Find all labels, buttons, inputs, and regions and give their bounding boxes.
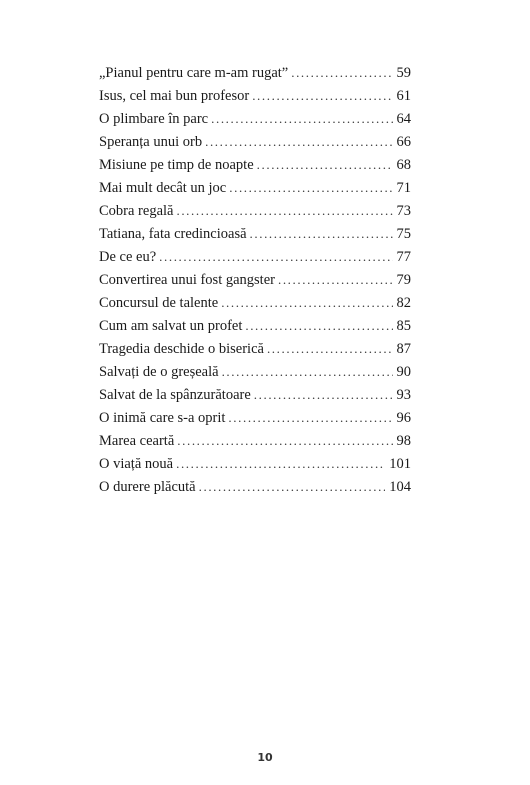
toc-entry <box>99 475 411 498</box>
toc-entry <box>99 452 411 475</box>
toc-dot-leader <box>177 429 392 452</box>
toc-entry-page: 96 <box>396 410 411 426</box>
toc-entry <box>99 314 411 337</box>
toc-entry-title: O viață nouă <box>99 456 174 472</box>
toc-entry <box>99 268 411 291</box>
toc-entry-title: O durere plăcută <box>99 479 196 495</box>
toc-entry-page: 68 <box>396 157 411 173</box>
toc-entry-page: 93 <box>396 387 411 403</box>
toc-dot-leader <box>245 314 392 337</box>
toc-entry-title: Concursul de talente <box>99 295 219 311</box>
toc-dot-leader <box>291 61 392 84</box>
toc-entry-page: 71 <box>396 180 411 196</box>
toc-dot-leader <box>205 130 392 153</box>
toc-entry-title: „Pianul pentru care m-am rugat” <box>99 65 289 81</box>
toc-entry-page: 82 <box>396 295 411 311</box>
page-number: 10 <box>257 751 273 764</box>
toc-entry-title: Salvat de la spânzurătoare <box>99 387 251 403</box>
toc-entry-title: Salvați de o greșeală <box>99 364 219 380</box>
toc-dot-leader <box>250 222 393 245</box>
toc-dot-leader <box>222 360 393 383</box>
toc-entry <box>99 199 411 222</box>
toc-dot-leader <box>254 383 393 406</box>
toc-entry <box>99 383 411 406</box>
toc-entry-title: Cum am salvat un profet <box>99 318 243 334</box>
toc-dot-leader <box>199 475 386 498</box>
toc-entry <box>99 222 411 245</box>
toc-entry <box>99 360 411 383</box>
table-of-contents <box>99 61 411 498</box>
toc-entry-title: Misiune pe timp de noapte <box>99 157 254 173</box>
toc-entry <box>99 245 411 268</box>
toc-entry-title: Marea ceartă <box>99 433 175 449</box>
toc-entry-page: 77 <box>396 249 411 265</box>
toc-dot-leader <box>228 406 392 429</box>
toc-entry-page: 79 <box>396 272 411 288</box>
toc-dot-leader <box>267 337 393 360</box>
toc-dot-leader <box>252 84 392 107</box>
toc-entry-title: Convertirea unui fost gangster <box>99 272 275 288</box>
toc-entry-page: 104 <box>389 479 411 495</box>
toc-entry-title: Cobra regală <box>99 203 174 219</box>
toc-entry <box>99 176 411 199</box>
toc-entry-title: O plimbare în parc <box>99 111 209 127</box>
toc-entry-page: 59 <box>396 65 411 81</box>
toc-entry <box>99 107 411 130</box>
toc-dot-leader <box>176 199 392 222</box>
toc-entry-title: Mai mult decât un joc <box>99 180 227 196</box>
toc-entry-page: 98 <box>396 433 411 449</box>
toc-dot-leader <box>221 291 392 314</box>
toc-entry <box>99 61 411 84</box>
toc-entry <box>99 130 411 153</box>
toc-dot-leader <box>257 153 393 176</box>
toc-dot-leader <box>278 268 393 291</box>
toc-entry-title: Tatiana, fata credincioasă <box>99 226 247 242</box>
toc-entry-page: 90 <box>396 364 411 380</box>
toc-entry-title: Speranța unui orb <box>99 134 203 150</box>
toc-dot-leader <box>159 245 392 268</box>
toc-entry-page: 75 <box>396 226 411 242</box>
toc-entry-title: Tragedia deschide o biserică <box>99 341 264 357</box>
toc-entry <box>99 153 411 176</box>
toc-entry-page: 101 <box>389 456 411 472</box>
toc-entry-page: 85 <box>396 318 411 334</box>
toc-dot-leader <box>211 107 392 130</box>
toc-entry <box>99 337 411 360</box>
toc-entry <box>99 291 411 314</box>
toc-entry-title: O inimă care s-a oprit <box>99 410 226 426</box>
toc-entry <box>99 84 411 107</box>
toc-dot-leader <box>229 176 392 199</box>
toc-entry-title: Isus, cel mai bun profesor <box>99 88 250 104</box>
toc-entry-page: 87 <box>396 341 411 357</box>
toc-entry-page: 73 <box>396 203 411 219</box>
toc-entry-page: 64 <box>396 111 411 127</box>
toc-entry-page: 66 <box>396 134 411 150</box>
toc-entry-title: De ce eu? <box>99 249 157 265</box>
toc-entry <box>99 406 411 429</box>
toc-entry <box>99 429 411 452</box>
toc-dot-leader <box>176 452 385 475</box>
toc-entry-page: 61 <box>396 88 411 104</box>
